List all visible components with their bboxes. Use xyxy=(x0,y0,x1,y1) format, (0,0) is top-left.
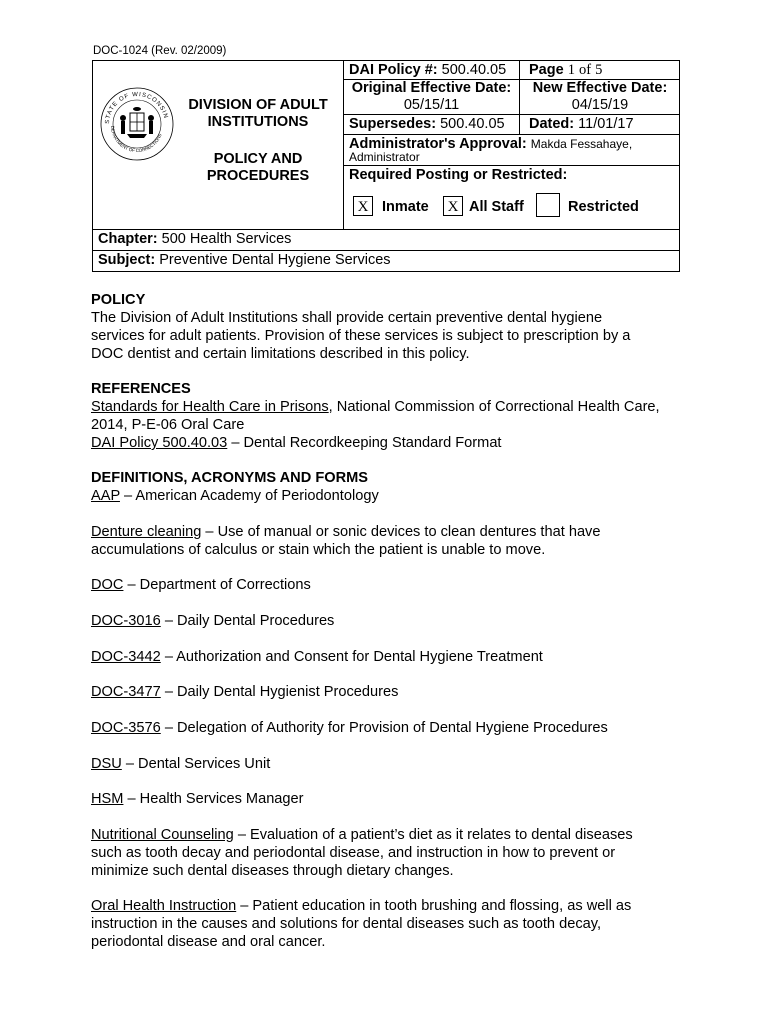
policy-heading: POLICY xyxy=(91,292,146,308)
seal-text-bottom: DEPARTMENT OF CORRECTIONS xyxy=(109,125,163,154)
policy-line1: POLICY AND xyxy=(213,151,303,167)
policy-line: DOC dentist and certain limitations described in this policy. xyxy=(91,346,470,362)
policy-header-table xyxy=(92,60,680,272)
definition-item: Oral Health Instruction – Patient education in tooth brushing and flossing, as well as instruction in the causes and solutions for dental diseases such as tooth decay, periodontal disease and oral cancer. xyxy=(91,898,632,950)
page-count: Page 1 of 5 xyxy=(529,62,603,78)
chapter: Chapter: 500 Health Services xyxy=(98,231,292,247)
orig-eff-label: Original Effective Date: xyxy=(351,80,512,96)
all-staff-checkbox[interactable]: X xyxy=(443,196,463,216)
all-staff-label: All Staff xyxy=(469,199,524,215)
inmate-checkbox[interactable]: X xyxy=(353,196,373,216)
references-section: REFERENCES Standards for Health Care in Prisons, National Commission of Correctional Health Care, 2014, P-E-06 Oral Care DAI Policy 500.40.03 – Dental Recordkeeping Standard Format xyxy=(91,380,691,452)
definition-item: HSM – Health Services Manager xyxy=(91,791,304,807)
definition-item: Nutritional Counseling – Evaluation of a patient’s diet as it relates to dental diseases such as tooth decay and periodontal disease, and instruction in how to prevent or minimize such dental diseases through dietary changes. xyxy=(91,827,633,879)
reference-link[interactable]: DAI Policy 500.40.03 xyxy=(91,435,228,451)
new-eff-value: 04/15/19 xyxy=(571,97,629,113)
definitions-heading: DEFINITIONS, ACRONYMS AND FORMS xyxy=(91,470,369,486)
orig-eff-value: 05/15/11 xyxy=(403,97,460,113)
administrator-title: Administrator xyxy=(349,150,420,164)
wisconsin-doc-seal xyxy=(99,86,175,167)
policy-line: services for adult patients. Provision of these services is subject to prescription by a xyxy=(91,328,631,344)
policy-line: The Division of Adult Institutions shall provide certain preventive dental hygiene xyxy=(91,310,603,326)
definition-item: DOC-3016 – Daily Dental Procedures xyxy=(91,613,335,629)
division-line1: DIVISION OF ADULT xyxy=(188,97,328,113)
inmate-label: Inmate xyxy=(382,199,429,215)
supersedes: Supersedes: 500.40.05 xyxy=(349,116,505,132)
subject: Subject: Preventive Dental Hygiene Services xyxy=(98,252,391,268)
svg-text:DEPARTMENT OF CORRECTIONS xyxy=(110,126,163,153)
form-number: DOC-1024 (Rev. 02/2009) xyxy=(93,45,227,57)
definition-item: AAP – American Academy of Periodontology xyxy=(91,488,379,504)
seal-text-top: STATE OF WISCONSIN xyxy=(104,91,169,125)
posting-label: Required Posting or Restricted: xyxy=(349,167,568,183)
policy-section xyxy=(91,291,691,363)
definition-item: Denture cleaning – Use of manual or sonic devices to clean dentures that have accumulations of calculus or stain which the patient is unable to move. xyxy=(91,524,601,558)
definition-item: DOC-3477 – Daily Dental Hygienist Procedures xyxy=(91,684,399,700)
reference-link[interactable]: Standards for Health Care in Prisons xyxy=(91,399,329,415)
restricted-checkbox[interactable] xyxy=(536,193,560,217)
administrator-approval: Administrator's Approval: Makda Fessahaye, xyxy=(349,136,633,152)
definition-item: DSU – Dental Services Unit xyxy=(91,756,271,772)
policy-number: DAI Policy #: 500.40.05 xyxy=(349,62,507,78)
division-line2: INSTITUTIONS xyxy=(207,114,309,130)
definition-item: DOC-3442 – Authorization and Consent for Dental Hygiene Treatment xyxy=(91,649,543,665)
policy-line2: PROCEDURES xyxy=(206,168,310,184)
definition-item: DOC-3576 – Delegation of Authority for Provision of Dental Hygiene Procedures xyxy=(91,720,608,736)
dated: Dated: 11/01/17 xyxy=(529,116,634,132)
references-heading: REFERENCES xyxy=(91,381,191,397)
new-eff-label: New Effective Date: xyxy=(532,80,668,96)
restricted-label: Restricted xyxy=(568,199,639,215)
definition-item: DOC – Department of Corrections xyxy=(91,577,311,593)
definitions-section xyxy=(91,469,691,505)
